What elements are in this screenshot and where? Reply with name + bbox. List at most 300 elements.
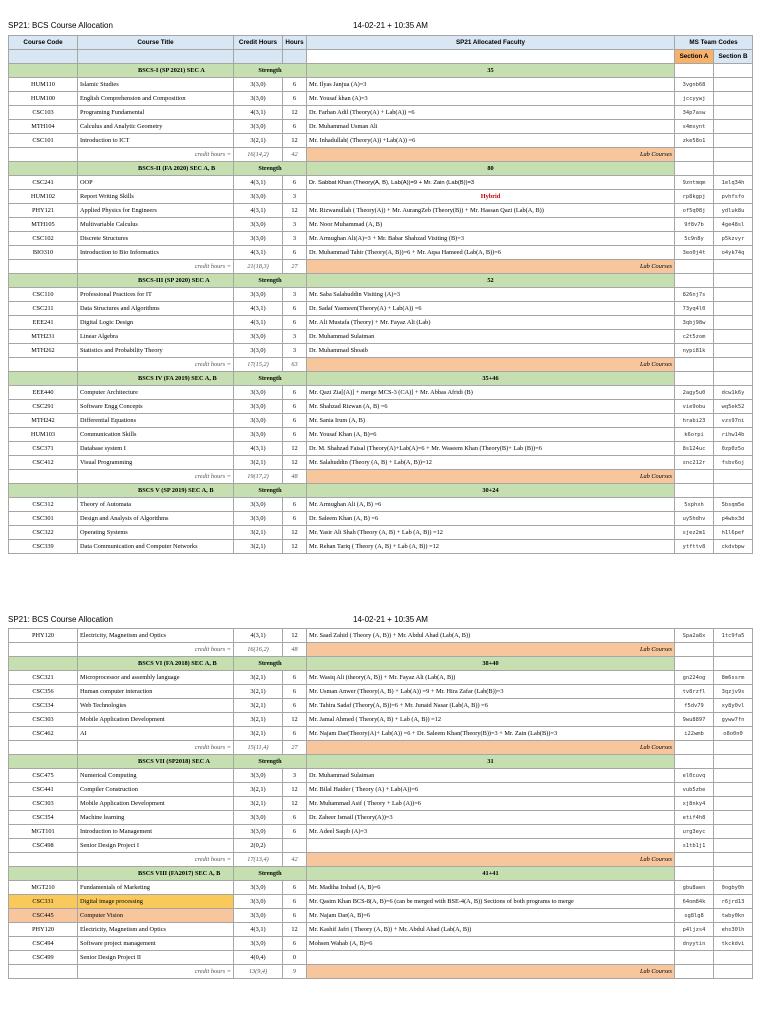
team-code-section-a [675, 951, 714, 965]
total-blank [9, 148, 78, 162]
course-row [9, 288, 753, 302]
course-code: CSC354 [9, 811, 78, 825]
allocated-faculty: Mr. Shahzad Rizwan (A, B) =6 [307, 400, 675, 414]
course-row [9, 881, 753, 895]
course-code: EEE440 [9, 386, 78, 400]
total-blank [9, 643, 78, 657]
semester-row [9, 64, 753, 78]
course-row [9, 78, 753, 92]
contact-hours: 6 [283, 727, 307, 741]
contact-hours: 6 [283, 78, 307, 92]
contact-hours: 6 [283, 685, 307, 699]
col-team-codes: MS Team Codes [675, 36, 753, 50]
total-blank [9, 470, 78, 484]
team-code-section-a: of5q08j [675, 204, 714, 218]
col-course-title: Course Title [78, 36, 234, 50]
header-blank [283, 50, 307, 64]
team-code-section-b: 3qzjv9s [714, 685, 753, 699]
credit-hours: 3(3,0) [234, 498, 283, 512]
course-title: Introduction to ICT [78, 134, 234, 148]
course-row [9, 400, 753, 414]
course-code: CSC291 [9, 400, 78, 414]
course-row [9, 106, 753, 120]
sheet-title: SP21: BCS Course Allocation [8, 21, 113, 30]
contact-hours: 6 [283, 909, 307, 923]
course-title: Microprocessor and assembly language [78, 671, 234, 685]
course-row [9, 498, 753, 512]
team-code-section-a: Spa2a8x [675, 629, 714, 643]
course-row [9, 526, 753, 540]
contact-hours: 3 [283, 344, 307, 358]
team-code-section-a: el0cuvq [675, 769, 714, 783]
team-blank [714, 965, 753, 979]
credit-hours: 3(3,0) [234, 895, 283, 909]
team-code-section-b [714, 811, 753, 825]
credit-hours: 3(3,0) [234, 825, 283, 839]
total-credit: 16(16,2) [234, 643, 283, 657]
team-code-section-a: urg3eyc [675, 825, 714, 839]
allocated-faculty: Mr. Yousaf Khan (A, B)=6 [307, 428, 675, 442]
team-code-section-b [714, 92, 753, 106]
course-title: Islamic Studies [78, 78, 234, 92]
team-code-section-b: fsbv6oj [714, 456, 753, 470]
course-title: Operating Systems [78, 526, 234, 540]
credit-hours: 4(3,1) [234, 106, 283, 120]
course-title: Theory of Automata [78, 498, 234, 512]
contact-hours: 3 [283, 190, 307, 204]
course-title: Calculus and Analytic Geometry [78, 120, 234, 134]
course-row [9, 512, 753, 526]
team-code-section-b: o4yk74q [714, 246, 753, 260]
credit-hours: 3(3,0) [234, 218, 283, 232]
team-code-section-a: gbu8aen [675, 881, 714, 895]
team-code-section-a: nypi81k [675, 344, 714, 358]
course-row [9, 246, 753, 260]
allocated-faculty: Mr. Rehan Tariq ( Theory (A, B) + Lab (A, B)) =12 [307, 540, 675, 554]
contact-hours: 12 [283, 456, 307, 470]
course-row [9, 120, 753, 134]
semester-row [9, 755, 753, 769]
course-title: Fundamentals of Marketing [78, 881, 234, 895]
team-code-section-b: o8o0n0 [714, 727, 753, 741]
contact-hours: 6 [283, 302, 307, 316]
contact-hours: 6 [283, 386, 307, 400]
col-section-b: Section B [714, 50, 753, 64]
allocated-faculty: Mr. Tahira Sadaf (Theory(A, B))=6 + Mr. Junaid Nasar (Lab(A, B)) =6 [307, 699, 675, 713]
team-blank [675, 274, 714, 288]
course-title: Applied Physics for Engineers [78, 204, 234, 218]
total-blank [9, 741, 78, 755]
team-blank [675, 741, 714, 755]
course-code: PHY120 [9, 629, 78, 643]
credit-hours: 3(3,0) [234, 909, 283, 923]
credit-hours: 4(3,1) [234, 442, 283, 456]
semester-blank [9, 657, 78, 671]
team-blank [714, 148, 753, 162]
contact-hours: 6 [283, 428, 307, 442]
team-blank [675, 372, 714, 386]
course-title: Web Technologies [78, 699, 234, 713]
allocated-faculty: Dr. M. Shahzad Faisal (Theory(A)+Lab(A)=6 + Mr. Waseem Khan (Theory(B)+ Lab (B))=6 [307, 442, 675, 456]
contact-hours: 6 [283, 671, 307, 685]
course-title: Introduction to Bio Informatics [78, 246, 234, 260]
team-code-section-a: 34p7asw [675, 106, 714, 120]
course-title: Senior Design Project I [78, 839, 234, 853]
semester-title: BSCS-II (FA 2020) SEC A, B [78, 162, 234, 176]
credit-hours: 3(3,0) [234, 881, 283, 895]
total-blank [9, 260, 78, 274]
team-code-section-a: 5c9n8y [675, 232, 714, 246]
course-row [9, 699, 753, 713]
allocated-faculty: Mr. Qazi Zia[(A)] + merge MCS-3 (CA)] + Mr. Abbas Afridi (B) [307, 386, 675, 400]
course-title: Database system I [78, 442, 234, 456]
team-code-section-b: 4ge48sl [714, 218, 753, 232]
semester-row [9, 867, 753, 881]
contact-hours: 12 [283, 106, 307, 120]
course-code: CSC331 [9, 895, 78, 909]
course-code: CSC101 [9, 134, 78, 148]
credit-hours: 4(3,1) [234, 923, 283, 937]
credit-hours: 3(2,1) [234, 526, 283, 540]
contact-hours: 6 [283, 825, 307, 839]
header-blank [307, 50, 675, 64]
team-code-section-a: gn224og [675, 671, 714, 685]
course-code: MGT210 [9, 881, 78, 895]
course-row [9, 442, 753, 456]
col-section-a: Section A [675, 50, 714, 64]
team-code-section-b: r6jrd13 [714, 895, 753, 909]
course-title: Software project management [78, 937, 234, 951]
course-row [9, 134, 753, 148]
course-title: Electricity, Magnetism and Optics [78, 629, 234, 643]
team-code-section-a: p4ljzs4 [675, 923, 714, 937]
team-code-section-a: tv8rzfl [675, 685, 714, 699]
course-code: CSC322 [9, 526, 78, 540]
contact-hours: 12 [283, 526, 307, 540]
team-blank [675, 64, 714, 78]
team-code-section-a: 3eo0j4t [675, 246, 714, 260]
contact-hours: 6 [283, 811, 307, 825]
course-row [9, 685, 753, 699]
contact-hours: 3 [283, 288, 307, 302]
strength-value: 52 [307, 274, 675, 288]
course-title: Software Engg Concepts [78, 400, 234, 414]
team-blank [714, 64, 753, 78]
team-code-section-b: 0ogby0h [714, 881, 753, 895]
credit-hours: 2(0,2) [234, 839, 283, 853]
course-code: CSC301 [9, 512, 78, 526]
team-blank [714, 657, 753, 671]
total-credit: 15(11,4) [234, 741, 283, 755]
credit-hours: 3(3,0) [234, 288, 283, 302]
course-code: CSC110 [9, 288, 78, 302]
allocated-faculty: Mr. Saad Zahid ( Theory (A, B)) + Mr. Abdul Ahad (Lab(A, B)) [307, 629, 675, 643]
credit-total-row [9, 741, 753, 755]
course-title: Digital image processing [78, 895, 234, 909]
strength-label: Strength [234, 484, 307, 498]
lab-courses-label: Lab Courses [307, 741, 675, 755]
course-row [9, 951, 753, 965]
strength-label: Strength [234, 755, 307, 769]
strength-value: 38+40 [307, 657, 675, 671]
team-code-section-b [714, 951, 753, 965]
team-code-section-a: sg8lg8 [675, 909, 714, 923]
strength-value: 35 [307, 64, 675, 78]
team-code-section-a: s1tb1j1 [675, 839, 714, 853]
course-code: CSC445 [9, 909, 78, 923]
credit-hours: 3(3,0) [234, 78, 283, 92]
contact-hours: 3 [283, 769, 307, 783]
allocated-faculty: Mr. Noor Muhammad (A, B) [307, 218, 675, 232]
team-code-section-a: f5dv79 [675, 699, 714, 713]
course-title: Computer Vision [78, 909, 234, 923]
team-blank [675, 867, 714, 881]
credit-total-row [9, 358, 753, 372]
credit-hours: 3(2,1) [234, 671, 283, 685]
team-code-section-b [714, 288, 753, 302]
course-row [9, 727, 753, 741]
team-code-section-b: wq5ek52 [714, 400, 753, 414]
course-title: Data Structures and Algorithms [78, 302, 234, 316]
allocated-faculty: Mr. Muhammad Asif ( Theory + Lab (A))=6 [307, 797, 675, 811]
team-code-section-b: 1elq34h [714, 176, 753, 190]
allocation-table-page-1 [8, 35, 753, 554]
course-title: Communication Skills [78, 428, 234, 442]
credit-hours: 4(3,1) [234, 246, 283, 260]
course-code: CSC339 [9, 540, 78, 554]
course-row [9, 839, 753, 853]
team-code-section-a: ytfttv8 [675, 540, 714, 554]
course-row [9, 895, 753, 909]
team-blank [675, 657, 714, 671]
course-title: Electricity, Magnetism and Optics [78, 923, 234, 937]
course-code: CSC241 [9, 176, 78, 190]
team-code-section-a: k6orpi [675, 428, 714, 442]
credit-hours-label: credit hours = [78, 965, 234, 979]
semester-blank [9, 162, 78, 176]
course-code: CSC498 [9, 839, 78, 853]
allocated-faculty: Dr. Sabbat Khan (Theory(A, B), Lab(A))=9 + Mr. Zain (Lab(B))=3 [307, 176, 675, 190]
team-code-section-a: 73yq4l0 [675, 302, 714, 316]
course-code: CSC211 [9, 302, 78, 316]
allocated-faculty: Dr. Muhammad Tahir (Theory(A, B))=6 + Mr. Aqsa Hameed (Lab(A, B))=6 [307, 246, 675, 260]
allocated-faculty: Dr. Sadaf Yasmeen(Theory(A) + Lab(A)) =6 [307, 302, 675, 316]
course-row [9, 923, 753, 937]
semester-title: BSCS VII (SP2018) SEC A [78, 755, 234, 769]
team-code-section-a: jccyywj [675, 92, 714, 106]
strength-value: 35+46 [307, 372, 675, 386]
allocated-faculty: Mr. Saba Salahuddin Visiting (A)=3 [307, 288, 675, 302]
course-code: MTH262 [9, 344, 78, 358]
lab-courses-label: Lab Courses [307, 643, 675, 657]
allocated-faculty: Mr. Madiha Irshad (A, B)=6 [307, 881, 675, 895]
team-code-section-b: dcw1k6y [714, 386, 753, 400]
credit-hours: 3(3,0) [234, 190, 283, 204]
lab-courses-label: Lab Courses [307, 358, 675, 372]
allocated-faculty: Mr. Kashif Jafri ( Theory (A, B)) + Mr. Abdul Ahad (Lab(A, B)) [307, 923, 675, 937]
credit-hours-label: credit hours = [78, 260, 234, 274]
course-code: HUM103 [9, 428, 78, 442]
contact-hours: 12 [283, 540, 307, 554]
team-code-section-a: 826nj7s [675, 288, 714, 302]
team-code-section-b: 1tc9fa5 [714, 629, 753, 643]
team-code-section-a: dnyytin [675, 937, 714, 951]
total-hours: 48 [283, 470, 307, 484]
credit-hours: 3(2,1) [234, 783, 283, 797]
course-row [9, 190, 753, 204]
credit-hours-label: credit hours = [78, 853, 234, 867]
course-title: AI [78, 727, 234, 741]
allocation-table-page-2 [8, 628, 753, 979]
credit-hours: 3(2,1) [234, 797, 283, 811]
contact-hours: 12 [283, 783, 307, 797]
credit-hours: 3(3,0) [234, 386, 283, 400]
allocated-faculty: Hybrid [307, 190, 675, 204]
allocated-faculty: Mr. Inhadullah( (Theory(A)) +Lab(A)) =6 [307, 134, 675, 148]
allocated-faculty [307, 839, 675, 853]
contact-hours: 6 [283, 414, 307, 428]
strength-label: Strength [234, 867, 307, 881]
credit-hours: 3(3,0) [234, 232, 283, 246]
allocated-faculty: Mr. Qasim Khan BCS-8(A, B)=6 (can be merged with BSE-4(A, B)) Sections of both programs to merge [307, 895, 675, 909]
team-code-section-a: hrabi23 [675, 414, 714, 428]
contact-hours: 6 [283, 881, 307, 895]
course-code: CSC312 [9, 498, 78, 512]
allocated-faculty: Mr. Yousaf khan (A)=3 [307, 92, 675, 106]
course-code: HUM110 [9, 78, 78, 92]
course-row [9, 386, 753, 400]
page-header-2 [8, 613, 760, 627]
team-code-section-b [714, 783, 753, 797]
semester-blank [9, 64, 78, 78]
total-hours: 63 [283, 358, 307, 372]
team-code-section-a: 3vgnb68 [675, 78, 714, 92]
course-title: Introduction to Management [78, 825, 234, 839]
credit-hours-label: credit hours = [78, 470, 234, 484]
team-code-section-b: xy8y0vl [714, 699, 753, 713]
course-title: Design and Analysis of Algorithms [78, 512, 234, 526]
team-blank [675, 643, 714, 657]
contact-hours: 0 [283, 951, 307, 965]
course-code: CSC303 [9, 713, 78, 727]
strength-label: Strength [234, 274, 307, 288]
course-code: CSC494 [9, 937, 78, 951]
contact-hours: 6 [283, 400, 307, 414]
credit-hours: 4(3,1) [234, 316, 283, 330]
course-row [9, 330, 753, 344]
course-code: CSC462 [9, 727, 78, 741]
course-title: Senior Design Project II [78, 951, 234, 965]
team-code-section-b [714, 825, 753, 839]
contact-hours: 6 [283, 92, 307, 106]
course-row [9, 176, 753, 190]
sheet-date: 14-02-21 + 10:35 AM [353, 615, 428, 624]
course-title: Mobile Application Development [78, 713, 234, 727]
course-title: Professional Practices for IT [78, 288, 234, 302]
total-credit: 17(15,2) [234, 358, 283, 372]
contact-hours: 6 [283, 316, 307, 330]
course-code: CSC371 [9, 442, 78, 456]
course-code: CSC356 [9, 685, 78, 699]
team-code-section-b: tkckdvi [714, 937, 753, 951]
semester-blank [9, 372, 78, 386]
semester-title: BSCS IV (FA 2019) SEC A, B [78, 372, 234, 386]
credit-total-row [9, 148, 753, 162]
sheet-title: SP21: BCS Course Allocation [8, 615, 113, 624]
course-title: OOP [78, 176, 234, 190]
course-row [9, 713, 753, 727]
team-code-section-b [714, 302, 753, 316]
allocated-faculty: Mr. Najam Dar(A, B)=6 [307, 909, 675, 923]
course-code: BIO310 [9, 246, 78, 260]
semester-blank [9, 867, 78, 881]
course-row [9, 428, 753, 442]
contact-hours: 12 [283, 923, 307, 937]
strength-label: Strength [234, 657, 307, 671]
team-code-section-b: ydluk8u [714, 204, 753, 218]
credit-hours: 3(2,1) [234, 540, 283, 554]
strength-value: 80 [307, 162, 675, 176]
team-blank [714, 358, 753, 372]
allocated-faculty: Mr. Sania Irum (A, B) [307, 414, 675, 428]
course-row [9, 344, 753, 358]
allocated-faculty: Mr. Ali Mustafa (Theory) + Mr. Fayaz Ali (Lab) [307, 316, 675, 330]
total-hours: 42 [283, 853, 307, 867]
team-blank [714, 484, 753, 498]
team-blank [675, 148, 714, 162]
team-code-section-b: vzs97ni [714, 414, 753, 428]
header-blank [78, 50, 234, 64]
semester-title: BSCS-I (SP 2021) SEC A [78, 64, 234, 78]
allocated-faculty: Mr. Yasir Ali Shah (Theory (A, B) + Lab (A, B)) =12 [307, 526, 675, 540]
allocated-faculty: Mr. Bilal Haider ( Theory (A) + Lab(A))=6 [307, 783, 675, 797]
contact-hours: 6 [283, 699, 307, 713]
course-code: EEE241 [9, 316, 78, 330]
semester-title: BSCS VI (FA 2018) SEC A, B [78, 657, 234, 671]
team-code-section-b: 5bsqm5e [714, 498, 753, 512]
team-code-section-b: 0zp0z5o [714, 442, 753, 456]
credit-hours: 3(3,0) [234, 400, 283, 414]
course-row [9, 797, 753, 811]
total-blank [9, 853, 78, 867]
contact-hours: 3 [283, 218, 307, 232]
team-blank [675, 853, 714, 867]
allocated-faculty: Dr. Saleem Khan (A, B) =6 [307, 512, 675, 526]
semester-row [9, 274, 753, 288]
team-blank [675, 484, 714, 498]
contact-hours: 12 [283, 134, 307, 148]
allocated-faculty: Mr. Usman Anwer (Theory(A, B) + Lab(A)) =9 + Mr. Hira Zafar (Lab(B))=3 [307, 685, 675, 699]
credit-hours: 3(3,0) [234, 330, 283, 344]
course-code: CSC475 [9, 769, 78, 783]
course-title: Report Writing Skills [78, 190, 234, 204]
credit-hours: 3(2,1) [234, 685, 283, 699]
team-code-section-b: gyww7fn [714, 713, 753, 727]
team-code-section-a: uy5hdhv [675, 512, 714, 526]
allocated-faculty: Mr. Armughan Ali(A)=3 + Mr. Babar Shahzad Visiting (B)=3 [307, 232, 675, 246]
course-code: MTH242 [9, 414, 78, 428]
credit-total-row [9, 643, 753, 657]
credit-total-row [9, 965, 753, 979]
strength-label: Strength [234, 372, 307, 386]
contact-hours: 12 [283, 797, 307, 811]
contact-hours [283, 839, 307, 853]
course-code: CSC499 [9, 951, 78, 965]
column-header-row [9, 36, 753, 50]
semester-title: BSCS V (SP 2019) SEC A, B [78, 484, 234, 498]
credit-hours: 3(3,0) [234, 344, 283, 358]
team-blank [675, 965, 714, 979]
